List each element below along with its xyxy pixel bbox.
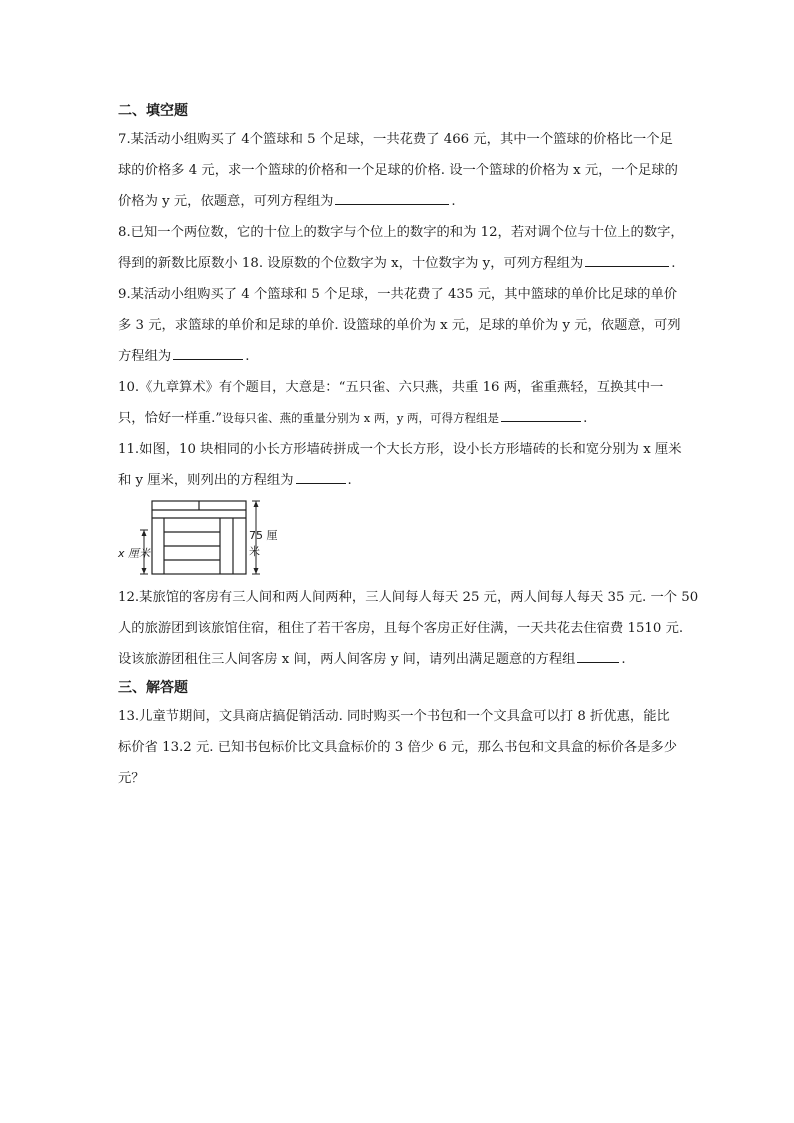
q8-line-2-text: 得到的新数比原数小 18. 设原数的个位数字为 x，十位数字为 y，可列方程组为: [118, 256, 584, 271]
q8-line-2: [118, 248, 703, 279]
q10-answer-blank[interactable]: [501, 407, 581, 422]
q10-end: .: [583, 411, 588, 426]
q10-line-2a: 只，恰好一样重.”: [118, 411, 223, 426]
q13-line-2: 标价省 13.2 元. 已知书包标价比文具盒标价的 3 倍少 6 元，那么书包和文具盒的标价各是多少: [118, 740, 678, 755]
q9-line-3: [118, 341, 703, 372]
question-11: [118, 434, 703, 578]
q7-line-3: [118, 186, 703, 217]
q10-line-2b: 设每只雀、燕的重量分别为 x 两，y 两，可得方程组是: [222, 411, 500, 425]
section-fill-blank-title: 二、填空题: [118, 103, 188, 119]
q11-end: .: [347, 473, 352, 488]
q11-answer-blank[interactable]: [296, 469, 346, 484]
q9-line-2: 多 3 元，求篮球的单价和足球的单价. 设篮球的单价为 x 元，足球的单价为 y 元，依题意，可列: [118, 318, 681, 333]
q13-line-3: 元？: [118, 771, 145, 786]
q7-line-2: 球的价格多 4 元，求一个篮球的价格和一个足球的价格. 设一个篮球的价格为 x 元，一个足球的: [118, 163, 678, 178]
worksheet-page: [118, 98, 703, 794]
q7-line-3-text: 价格为 y 元，依题意，可列方程组为: [118, 194, 334, 209]
q8-line-1: 8.已知一个两位数，它的十位上的数字与个位上的数字的和为 12，若对调个位与十位上的数字，: [118, 225, 684, 240]
brick-wall-figure: [118, 498, 288, 578]
question-10: [118, 372, 703, 434]
q7-end: .: [451, 194, 456, 209]
q10-line-1: 10.《九章算术》有个题目，大意是：“五只雀、六只燕，共重 16 两，雀重燕轻，互换其中一: [118, 380, 664, 395]
q9-line-3-text: 方程组为: [118, 349, 172, 364]
question-9: [118, 279, 703, 372]
section-answer-title: 三、解答题: [118, 680, 188, 696]
q12-line-3-text: 设该旅游团租住三人间客房 x 间，两人间客房 y 间，请列出满足题意的方程组: [118, 652, 576, 667]
question-13: [118, 701, 703, 794]
q12-line-3: [118, 644, 703, 675]
fig-height-label: 75 厘米: [249, 529, 278, 558]
q11-line-2: [118, 465, 703, 496]
fig-x-label: x 厘米: [118, 547, 151, 560]
q12-line-1: 12.某旅馆的客房有三人间和两人间两种，三人间每人每天 25 元，两人间每人每天 35 元. 一个 50: [118, 590, 699, 605]
q12-line-2: 人的旅游团到该旅馆住宿，租住了若干客房，且每个客房正好住满，一天共花去住宿费 1510 元.: [118, 621, 684, 636]
q8-end: .: [671, 256, 676, 271]
q13-line-1: 13.儿童节期间，文具商店搞促销活动. 同时购买一个书包和一个文具盒可以打 8 折优惠，能比: [118, 709, 670, 724]
q10-line-2: [118, 403, 703, 434]
q12-answer-blank[interactable]: [577, 648, 619, 663]
question-8: [118, 217, 703, 279]
q11-line-1: 11.如图，10 块相同的小长方形墙砖拼成一个大长方形，设小长方形墙砖的长和宽分别为 x 厘米: [118, 442, 682, 457]
q9-end: .: [245, 349, 250, 364]
q8-answer-blank[interactable]: [585, 252, 669, 267]
q11-line-2-text: 和 y 厘米，则列出的方程组为: [118, 473, 294, 488]
q7-line-1: 7.某活动小组购买了 4个篮球和 5 个足球，一共花费了 466 元，其中一个篮球的价格比一个足: [118, 132, 673, 147]
q9-answer-blank[interactable]: [173, 345, 243, 360]
question-12: [118, 582, 703, 675]
q9-line-1: 9.某活动小组购买了 4 个篮球和 5 个足球，一共花费了 435 元，其中篮球的单价比足球的单价: [118, 287, 678, 302]
question-7: [118, 124, 703, 217]
q12-end: .: [621, 652, 626, 667]
q7-answer-blank[interactable]: [335, 190, 449, 205]
